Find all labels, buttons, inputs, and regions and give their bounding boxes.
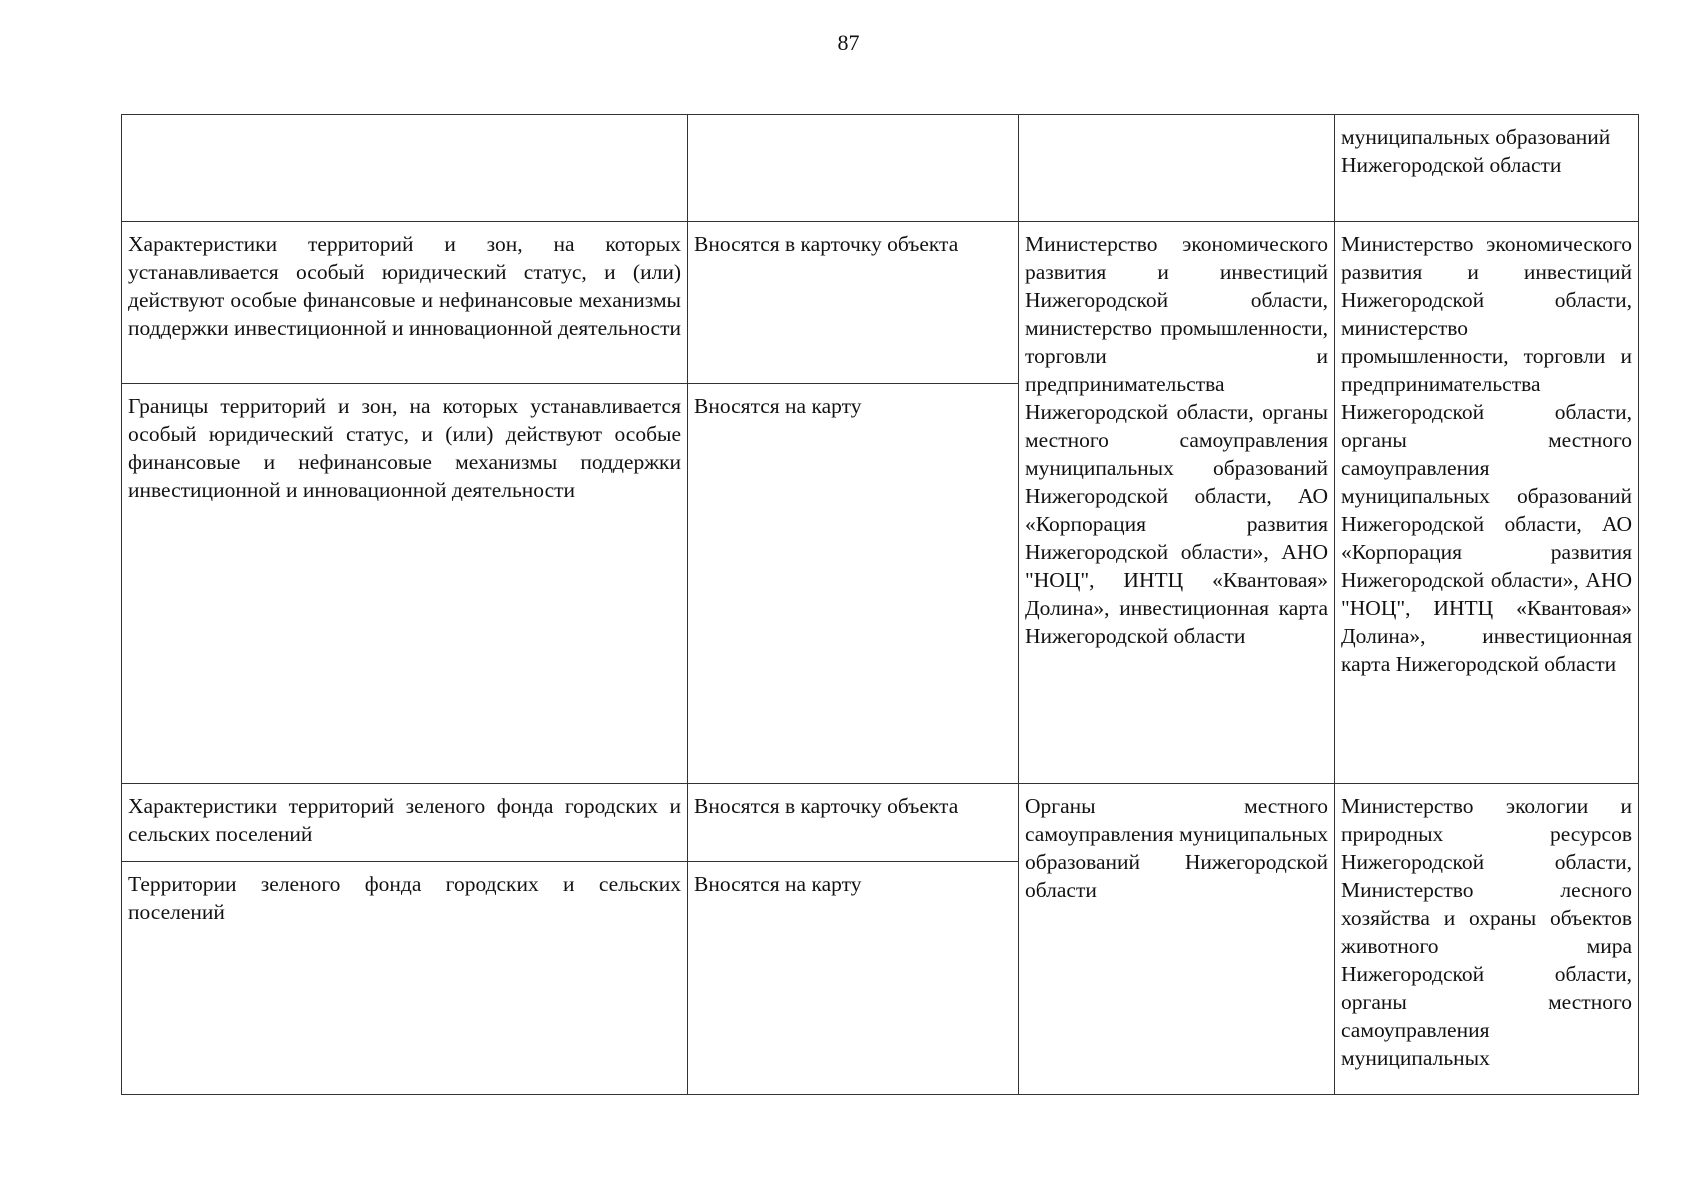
table-cell: Характеристики территорий и зон, на которых устанавливается особый юридический статус, и (или) действуют особые финансовые и нефинансовые механизмы поддержки инвестиционной и инновационной деятельности (122, 222, 688, 384)
table-row (122, 115, 1639, 222)
table-cell: Территории зеленого фонда городских и сельских поселений (122, 862, 688, 1095)
data-table (121, 114, 1639, 1095)
table-row (122, 784, 1639, 862)
table-cell: Характеристики территорий зеленого фонда городских и сельских поселений (122, 784, 688, 862)
table-cell: Вносятся на карту (688, 862, 1019, 1095)
table-cell: Вносятся в карточку объекта (688, 784, 1019, 862)
table-cell (1019, 115, 1335, 222)
table-cell: Министерство экологии и природных ресурсов Нижегородской области, Министерство лесного хозяйства и охраны объектов животного мира Нижегородской области, органы местного самоуправления муниципальных (1335, 784, 1639, 1095)
table-cell: Министерство экономического развития и инвестиций Нижегородской области, министерство промышленности, торговли и предпринимательства Нижегородской области, органы местного самоуправления муниципальных образований Нижегородской области, АО «Корпорация развития Нижегородской области», АНО "НОЦ", ИНТЦ «Квантовая» Долина», инвестиционная карта Нижегородской области (1019, 222, 1335, 784)
table-cell: муниципальных образований Нижегородской области (1335, 115, 1639, 222)
table-cell: Органы местного самоуправления муниципальных образований Нижегородской области (1019, 784, 1335, 1095)
table-cell: Границы территорий и зон, на которых устанавливается особый юридический статус, и (или) действуют особые финансовые и нефинансовые механизмы поддержки инвестиционной и инновационной деятельности (122, 384, 688, 784)
table-row (122, 222, 1639, 384)
table-cell: Министерство экономического развития и инвестиций Нижегородской области, министерство промышленности, торговли и предпринимательства Нижегородской области, органы местного самоуправления муниципальных образований Нижегородской области, АО «Корпорация развития Нижегородской области», АНО "НОЦ", ИНТЦ «Квантовая» Долина», инвестиционная карта Нижегородской области (1335, 222, 1639, 784)
table-cell (122, 115, 688, 222)
table-cell (688, 115, 1019, 222)
table-cell: Вносятся на карту (688, 384, 1019, 784)
table-cell: Вносятся в карточку объекта (688, 222, 1019, 384)
page-number: 87 (837, 30, 860, 55)
